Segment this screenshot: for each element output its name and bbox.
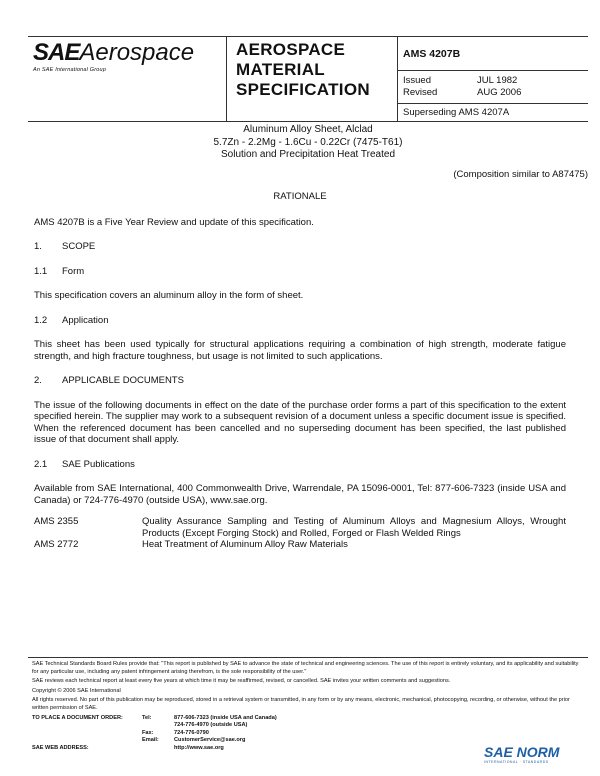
- subtitle-line-3: Solution and Precipitation Heat Treated: [221, 149, 395, 160]
- header-divider-left: [226, 36, 227, 121]
- section-1-2-heading: [34, 315, 566, 327]
- section-2-heading: [34, 375, 566, 387]
- norm-logo-text: SAE NORM: [484, 744, 560, 760]
- composition-note: (Composition similar to A87475): [453, 169, 588, 180]
- issued-label: Issued: [403, 75, 431, 86]
- rationale-text: AMS 4207B is a Five Year Review and update of this specification.: [34, 216, 314, 228]
- fax-value: 724-776-0790: [174, 729, 209, 736]
- issue-dates: [403, 75, 521, 99]
- footer-rule: [28, 657, 588, 658]
- web-link[interactable]: http://www.sae.org: [174, 744, 224, 751]
- material-subtitle: [28, 124, 588, 162]
- document-id: AMS 4207B: [403, 48, 461, 60]
- document-body: [34, 191, 566, 551]
- footer-review-text: SAE reviews each technical report at least every five years at which time it may be reaffirmed, revised, or cancelled. SAE invites your written comments and suggestions.: [32, 678, 451, 685]
- tel2-value: 724-776-4970 (outside USA): [174, 722, 248, 729]
- logo-sae-text: SAE: [33, 39, 80, 66]
- order-contact-tel2: [32, 722, 584, 730]
- revised-date: AUG 2006: [477, 87, 522, 98]
- section-number: 2.1: [34, 458, 48, 470]
- footer-copyright: Copyright © 2006 SAE International: [32, 687, 121, 694]
- document-type-title: [236, 40, 370, 100]
- section-number: 1.1: [34, 265, 48, 277]
- section-title: SAE Publications: [62, 458, 135, 470]
- sae-norm-logo: [484, 744, 584, 770]
- header-bottom-rule: [28, 121, 588, 122]
- section-title: Application: [62, 314, 109, 326]
- header-divider-right: [397, 36, 398, 121]
- legal-footer: [32, 661, 584, 753]
- rationale-heading: RATIONALE: [273, 191, 327, 202]
- web-label: SAE WEB ADDRESS:: [32, 744, 89, 751]
- logo-aerospace-text: Aerospace: [79, 39, 195, 66]
- section-1-heading: [34, 241, 566, 253]
- section-1-1-text: This specification covers an aluminum alloy in the form of sheet.: [34, 290, 304, 301]
- reference-list: [34, 516, 566, 551]
- subtitle-line-2: 5.7Zn - 2.2Mg - 1.6Cu - 0.22Cr (7475-T61): [213, 136, 403, 148]
- header-top-rule: [28, 36, 588, 37]
- title-line-3: SPECIFICATION: [236, 80, 370, 99]
- header-id-rule: [397, 70, 588, 71]
- section-title: Form: [62, 265, 85, 277]
- reference-title: Heat Treatment of Aluminum Alloy Raw Materials: [142, 539, 348, 550]
- reference-item: [34, 516, 566, 539]
- section-number: 1.: [34, 241, 42, 252]
- title-line-2: MATERIAL: [236, 60, 325, 79]
- header-dates-rule: [397, 103, 588, 104]
- reference-title: Quality Assurance Sampling and Testing of Aluminum Alloys and Magnesium Alloys, Wrought Products (Except Forging Stock) and Rolled, Forged or Flash Welded Rings: [142, 516, 566, 539]
- tel-value: 877-606-7323 (inside USA and Canada): [174, 714, 277, 721]
- subtitle-line-1: Aluminum Alloy Sheet, Alclad: [243, 124, 373, 135]
- sae-aerospace-logo: [33, 40, 223, 73]
- revised-label: Revised: [403, 87, 438, 98]
- order-label: TO PLACE A DOCUMENT ORDER:: [32, 714, 123, 721]
- norm-logo-subtext: INTERNATIONAL · STANDARDS: [484, 760, 549, 764]
- section-1-1-heading: [34, 266, 566, 278]
- section-1-2-text: This sheet has been used typically for structural applications requiring a combination of high strength, moderate fatigue strength, and high fracture toughness, but usage is not limited to such applications.: [34, 339, 566, 362]
- reference-id: AMS 2772: [34, 539, 79, 550]
- tel-label: Tel:: [142, 714, 152, 721]
- section-title: APPLICABLE DOCUMENTS: [62, 375, 184, 386]
- issued-date: JUL 1982: [477, 75, 518, 86]
- order-contact-fax: [32, 730, 584, 738]
- logo-tagline: An SAE International Group: [33, 67, 107, 73]
- superseding-note: Superseding AMS 4207A: [403, 107, 510, 118]
- footer-rights-text: All rights reserved. No part of this publication may be reproduced, stored in a retrieval system or transmitted, in any form or by any means, electronic, mechanical, photocopying, recording, or otherwise, without the prior written permission of SAE.: [32, 697, 570, 711]
- section-2-1-heading: [34, 459, 566, 471]
- section-title: SCOPE: [62, 241, 96, 252]
- title-line-1: AEROSPACE: [236, 40, 346, 59]
- reference-item: [34, 539, 566, 551]
- email-link[interactable]: CustomerService@sae.org: [174, 737, 246, 744]
- footer-rules-text: SAE Technical Standards Board Rules provide that: "This report is published by SAE to advance the state of technical and engineering sciences. The use of this report is entirely voluntary, and its applicability and suitability for any particular use, including any patent infringement arising therefrom, is the sole responsibility of the user.": [32, 661, 579, 675]
- section-number: 2.: [34, 375, 42, 386]
- reference-id: AMS 2355: [34, 516, 79, 527]
- section-number: 1.2: [34, 314, 48, 326]
- section-2-1-text: Available from SAE International, 400 Commonwealth Drive, Warrendale, PA 15096-0001, Tel: 877-606-7323 (inside USA and Canada) or 724-776-4970 (outside USA), www.sae.org.: [34, 483, 566, 506]
- email-label: Email:: [142, 737, 159, 744]
- order-contact-tel: [32, 715, 584, 723]
- section-2-text: The issue of the following documents in effect on the date of the purchase order forms a part of this specification to the extent specified herein. The supplier may work to a subsequent revision of a document unless a specific document issue is specified. When the referenced document has been cancelled and no superseding document has been specified, the last published issue of that document shall apply.: [34, 399, 566, 445]
- fax-label: Fax:: [142, 729, 154, 736]
